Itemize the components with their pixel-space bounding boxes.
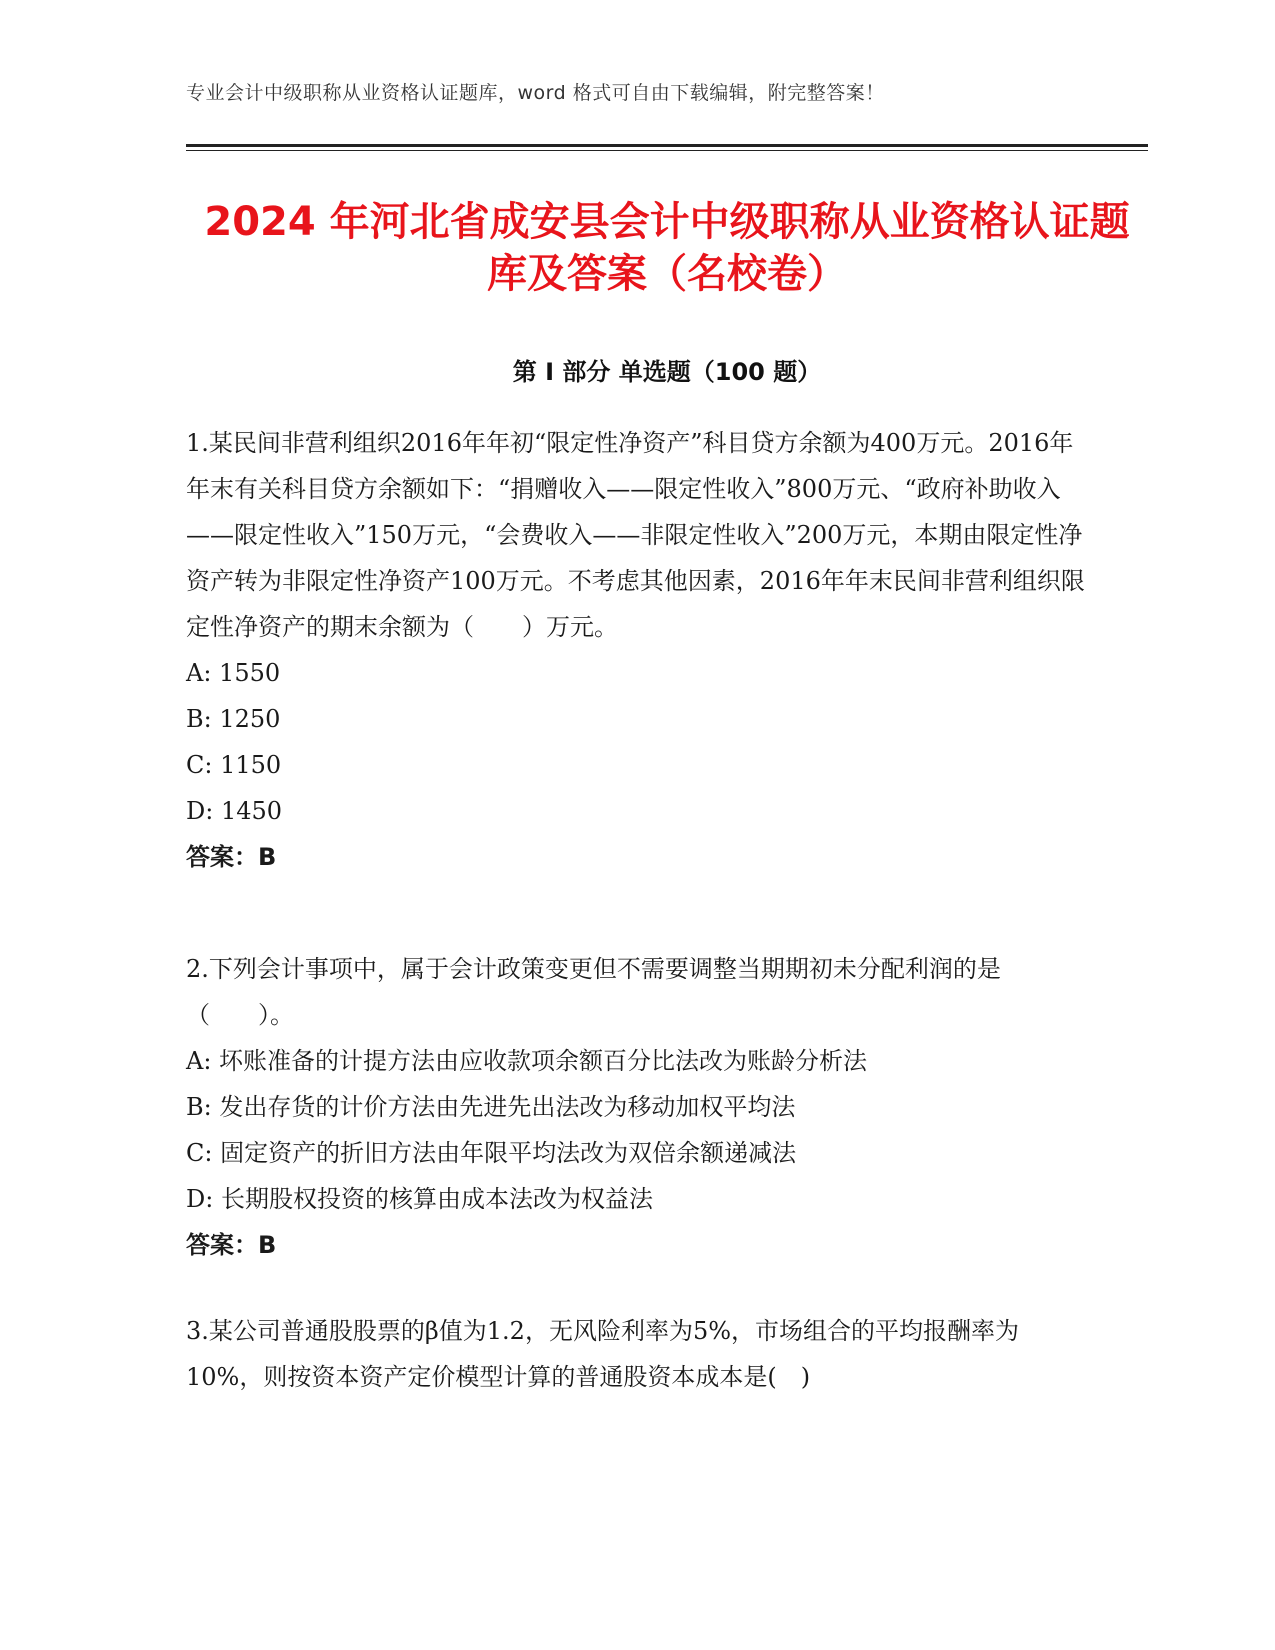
page-header-tagline: 专业会计中级职称从业资格认证题库，word 格式可自由下载编辑，附完整答案！ bbox=[186, 82, 885, 104]
option-b: B: 发出存货的计价方法由先进先出法改为移动加权平均法 bbox=[186, 1093, 796, 1121]
header-divider-thick bbox=[186, 144, 1148, 147]
question-1 bbox=[186, 420, 1086, 880]
answer-label: 答案：B bbox=[186, 1231, 277, 1259]
question-2 bbox=[186, 946, 1086, 1268]
question-stem: 2.下列会计事项中，属于会计政策变更但不需要调整当期期初未分配利润的是（ ）。 bbox=[186, 955, 1001, 1029]
option-a: A: 1550 bbox=[186, 659, 281, 687]
option-a: A: 坏账准备的计提方法由应收款项余额百分比法改为账龄分析法 bbox=[186, 1047, 868, 1075]
option-c: C: 固定资产的折旧方法由年限平均法改为双倍余额递减法 bbox=[186, 1139, 797, 1167]
answer-label: 答案：B bbox=[186, 843, 277, 871]
option-b: B: 1250 bbox=[186, 705, 281, 733]
option-c: C: 1150 bbox=[186, 751, 282, 779]
option-d: D: 1450 bbox=[186, 797, 283, 825]
question-3 bbox=[186, 1308, 1086, 1400]
question-stem: 3.某公司普通股股票的β值为1.2，无风险利率为5%，市场组合的平均报酬率为10%，则按资本资产定价模型计算的普通股资本成本是( ) bbox=[186, 1317, 1020, 1391]
document-title: 2024 年河北省成安县会计中级职称从业资格认证题库及答案（名校卷） bbox=[204, 199, 1130, 297]
header-divider-thin bbox=[186, 150, 1148, 151]
option-d: D: 长期股权投资的核算由成本法改为权益法 bbox=[186, 1185, 653, 1213]
section-heading: 第 I 部分 单选题（100 题） bbox=[512, 358, 822, 386]
question-stem: 1.某民间非营利组织2016年年初“限定性净资产”科目贷方余额为400万元。2016年年末有关科目贷方余额如下：“捐赠收入——限定性收入”800万元、“政府补助收入——限定性收入”150万元，“会费收入——非限定性收入”200万元，本期由限定性净资产转为非限定性净资产100万元。不考虑其他因素，2016年年末民间非营利组织限定性净资产的期末余额为（ ）万元。 bbox=[186, 429, 1085, 641]
